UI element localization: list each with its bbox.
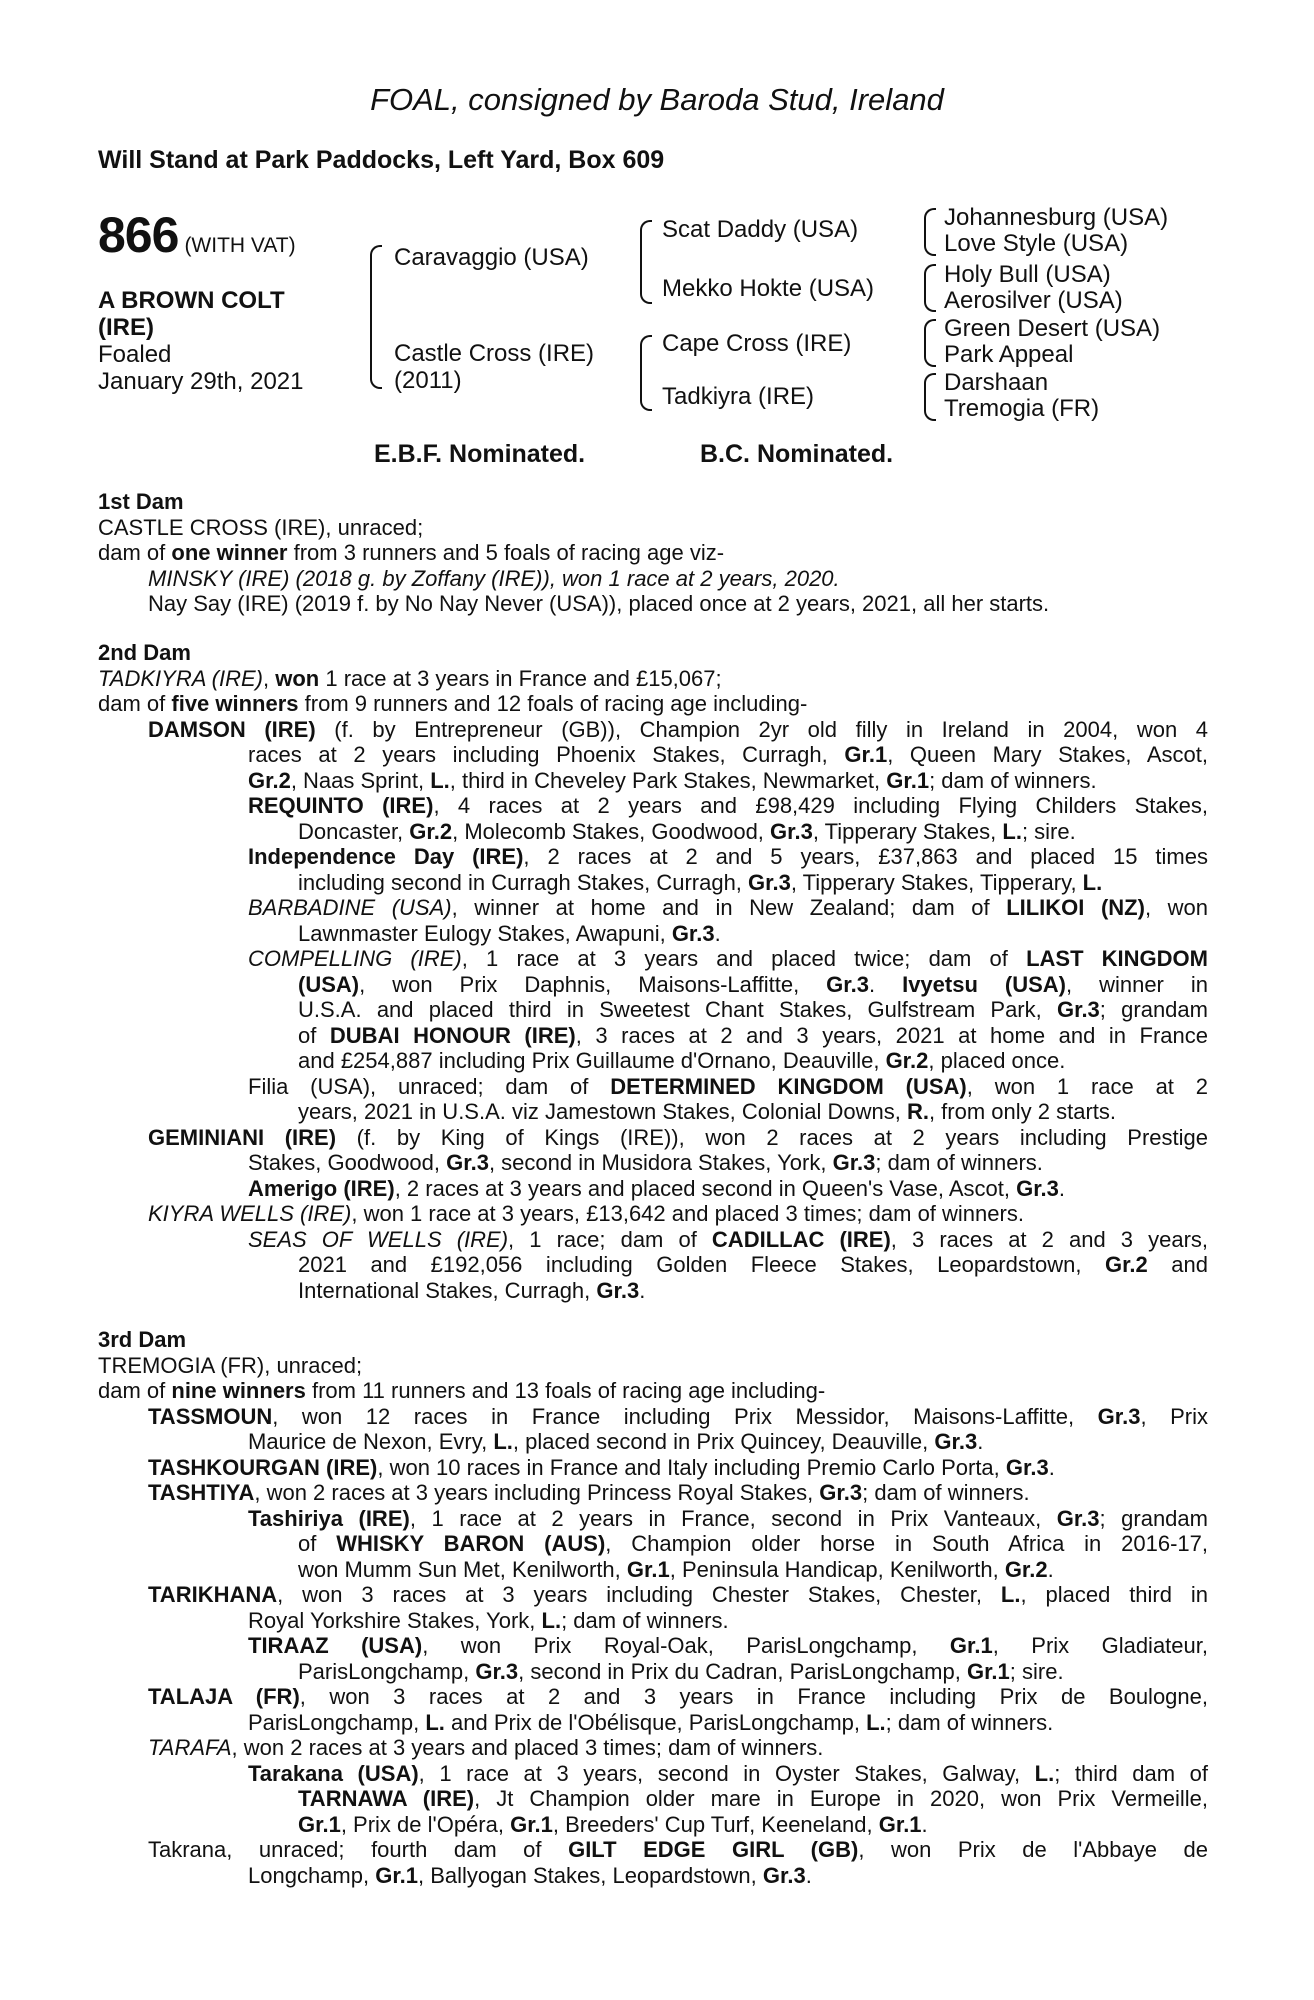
text-bold: won bbox=[275, 665, 320, 691]
text: , 1 race at 2 years in France, second in Prix Vanteaux, bbox=[409, 1505, 1057, 1531]
text-bold: Gr.1 bbox=[878, 1811, 922, 1837]
text-bold: Gr.3 bbox=[1005, 1454, 1049, 1480]
lot-block bbox=[98, 206, 296, 264]
text: , Tipperary Stakes, bbox=[812, 818, 1003, 844]
text-bold: R. bbox=[906, 1099, 929, 1124]
text: and bbox=[1147, 1252, 1208, 1277]
text: won Mumm Sun Met, Kenilworth, bbox=[298, 1556, 627, 1582]
text-bold: (USA) bbox=[298, 971, 360, 997]
text: Stakes, Goodwood, bbox=[248, 1150, 447, 1175]
text-bold: Gr.3 bbox=[934, 1429, 978, 1454]
text-italic: KIYRA WELLS (IRE) bbox=[148, 1201, 352, 1226]
text: . bbox=[714, 920, 721, 946]
text: , Naas Sprint, bbox=[290, 767, 431, 793]
third-dam-section bbox=[98, 1327, 1208, 1888]
text: , Peninsula Handicap, Kenilworth, bbox=[669, 1556, 1005, 1582]
third-dam-line: TREMOGIA (FR), unraced; bbox=[98, 1352, 363, 1378]
text-bold: Gr.3 bbox=[596, 1277, 640, 1303]
text: ; sire. bbox=[1009, 1658, 1064, 1684]
text-bold: Gr.3 bbox=[446, 1150, 489, 1175]
text-bold: Gr.3 bbox=[819, 1480, 863, 1505]
text-bold: L. bbox=[866, 1709, 886, 1735]
pedigree-sdd: Aerosilver (USA) bbox=[944, 287, 1123, 314]
stand-location: Will Stand at Park Paddocks, Left Yard, Box 609 bbox=[98, 146, 665, 174]
text: from 11 runners and 13 foals of racing age including- bbox=[305, 1378, 826, 1403]
text: . bbox=[1058, 1175, 1066, 1201]
text-bold: Gr.3 bbox=[1056, 997, 1100, 1022]
text-bold: TARIKHANA bbox=[148, 1582, 278, 1607]
first-dam-line: CASTLE CROSS (IRE), unraced; bbox=[98, 514, 424, 540]
text: ; grandam bbox=[1099, 997, 1208, 1022]
text-bold: DUBAI HONOUR (IRE) bbox=[329, 1022, 576, 1048]
text: from 9 runners and 12 foals of racing age including- bbox=[298, 691, 808, 716]
text: , won Prix Daphnis, Maisons-Laffitte, bbox=[359, 971, 827, 997]
text: . bbox=[1047, 1556, 1054, 1582]
text-bold: Gr.3 bbox=[1097, 1403, 1141, 1429]
text-bold: Ivyetsu (USA) bbox=[902, 971, 1066, 997]
pedigree-brace-dd bbox=[924, 373, 936, 421]
text-bold: TASHKOURGAN (IRE) bbox=[148, 1454, 378, 1480]
text-bold: Gr.2 bbox=[248, 767, 291, 793]
pedigree-brace-main bbox=[370, 245, 382, 389]
pedigree-sire-dam: Mekko Hokte (USA) bbox=[662, 275, 875, 302]
text: . bbox=[868, 971, 903, 997]
text-bold: Gr.2 bbox=[1004, 1556, 1048, 1582]
pedigree-brace-dam bbox=[640, 335, 652, 411]
text-bold: L. bbox=[541, 1607, 562, 1633]
text-italic: COMPELLING (IRE) bbox=[248, 946, 462, 971]
text: , 2 races at 2 and 5 years, £37,863 and placed 15 times bbox=[523, 844, 1208, 869]
text: dam of bbox=[98, 691, 172, 716]
text-bold: Gr.2 bbox=[409, 818, 453, 844]
text-bold: Gr.3 bbox=[748, 869, 791, 895]
text: races at 2 years including Phoenix Stakes, Curragh, bbox=[248, 742, 845, 767]
text: Longchamp, bbox=[248, 1862, 376, 1888]
text: , from only 2 starts. bbox=[928, 1099, 1116, 1124]
text: , 1 race at 3 years and placed twice; dam of bbox=[461, 946, 1027, 971]
consignor-header: FOAL, consigned by Baroda Stud, Ireland bbox=[370, 82, 944, 117]
text: 2021 and £192,056 including Golden Fleece Stakes, Leopardstown, bbox=[298, 1252, 1105, 1277]
text-bold: GEMINIANI (IRE) bbox=[148, 1124, 337, 1150]
pedigree-dam-year: (2011) bbox=[394, 367, 462, 394]
text-bold: Tashiriya (IRE) bbox=[248, 1505, 410, 1531]
text: , Prix bbox=[1140, 1403, 1208, 1429]
foaled-date: January 29th, 2021 bbox=[98, 368, 304, 395]
text-bold: L. bbox=[1082, 869, 1103, 895]
text: , second in Musidora Stakes, York, bbox=[488, 1150, 833, 1175]
text: , won 1 race at 2 bbox=[966, 1073, 1208, 1099]
text: dam of bbox=[98, 1378, 172, 1403]
text-bold: Gr.3 bbox=[475, 1658, 519, 1684]
text: , won 12 races in France including Prix Messidor, Maisons-Laffitte, bbox=[272, 1403, 1098, 1429]
text: ParisLongchamp, bbox=[298, 1658, 476, 1684]
text-bold: five winners bbox=[171, 691, 299, 716]
text: , won 2 races at 3 years including Princess Royal Stakes, bbox=[254, 1480, 820, 1505]
text-bold: L. bbox=[425, 1709, 445, 1735]
text: Doncaster, bbox=[298, 818, 410, 844]
text: . bbox=[805, 1862, 812, 1888]
text-bold: GILT EDGE GIRL (GB) bbox=[568, 1837, 859, 1862]
pedigree-brace-sd bbox=[924, 264, 936, 312]
text-bold: DAMSON (IRE) bbox=[148, 716, 316, 742]
pedigree-ssd: Love Style (USA) bbox=[944, 230, 1129, 257]
text-bold: Gr.1 bbox=[844, 742, 888, 767]
text-italic: BARBADINE (USA) bbox=[248, 895, 452, 920]
text: and £254,887 including Prix Guillaume d'Ornano, Deauville, bbox=[298, 1048, 886, 1073]
text-bold: one winner bbox=[171, 540, 288, 565]
text-bold: TASHTIYA bbox=[148, 1480, 255, 1505]
text: , won Prix de l'Abbaye de bbox=[858, 1837, 1208, 1862]
horse-description bbox=[98, 287, 304, 395]
text-bold: L. bbox=[493, 1429, 513, 1454]
text: ParisLongchamp, bbox=[248, 1709, 426, 1735]
text-bold: Gr.1 bbox=[375, 1862, 419, 1888]
text: Filia (USA), unraced; dam of bbox=[248, 1073, 611, 1099]
text-bold: Gr.3 bbox=[826, 971, 869, 997]
text: including second in Curragh Stakes, Curragh, bbox=[298, 869, 749, 895]
text: ; dam of winners. bbox=[561, 1607, 729, 1633]
text: , Prix Gladiateur, bbox=[992, 1633, 1208, 1658]
text-bold: L. bbox=[1034, 1760, 1055, 1786]
text: , 1 race; dam of bbox=[508, 1226, 712, 1252]
pedigree-dsd: Park Appeal bbox=[944, 341, 1074, 368]
ebf-nomination: E.B.F. Nominated. bbox=[374, 440, 586, 468]
text: , won 2 races at 3 years and placed 3 times; dam of winners. bbox=[231, 1735, 824, 1760]
text-bold: Amerigo (IRE) bbox=[248, 1175, 395, 1201]
text-italic: TARAFA bbox=[148, 1735, 232, 1760]
text: (f. by Entrepreneur (GB)), Champion 2yr old filly in Ireland in 2004, won 4 bbox=[315, 716, 1208, 742]
text-bold: LAST KINGDOM bbox=[1026, 946, 1208, 971]
text: , third in Cheveley Park Stakes, Newmarket, bbox=[449, 767, 887, 793]
text: , winner at home and in New Zealand; dam of bbox=[451, 895, 1007, 920]
text: , won Prix Royal-Oak, ParisLongchamp, bbox=[422, 1633, 950, 1658]
pedigree-dds: Darshaan bbox=[944, 369, 1049, 396]
text-bold: WHISKY BARON (AUS) bbox=[336, 1531, 606, 1556]
text: , Molecomb Stakes, Goodwood, bbox=[452, 818, 771, 844]
text-bold: Gr.1 bbox=[966, 1658, 1010, 1684]
text: ; dam of winners. bbox=[875, 1150, 1043, 1175]
text: , won 3 races at 3 years including Chester Stakes, Chester, bbox=[277, 1582, 1001, 1607]
text: , 1 race at 3 years, second in Oyster Stakes, Galway, bbox=[418, 1760, 1035, 1786]
pedigree-sire: Caravaggio (USA) bbox=[394, 244, 589, 271]
text-bold: TARNAWA (IRE) bbox=[298, 1786, 475, 1811]
text-bold: REQUINTO (IRE) bbox=[248, 793, 434, 818]
text: , Tipperary Stakes, Tipperary, bbox=[790, 869, 1083, 895]
text-bold: TALAJA (FR) bbox=[148, 1684, 300, 1709]
text-bold: CADILLAC (IRE) bbox=[711, 1226, 891, 1252]
text-italic: SEAS OF WELLS (IRE) bbox=[248, 1226, 509, 1252]
text: , Prix de l'Opéra, bbox=[340, 1811, 511, 1837]
pedigree-ddd: Tremogia (FR) bbox=[944, 395, 1100, 422]
text: U.S.A. and placed third in Sweetest Chant Stakes, Gulfstream Park, bbox=[298, 997, 1057, 1022]
horse-origin: (IRE) bbox=[98, 314, 154, 341]
text: ; third dam of bbox=[1054, 1760, 1209, 1786]
text-bold: TIRAAZ (USA) bbox=[248, 1633, 423, 1658]
text: , bbox=[263, 665, 276, 691]
text: , placed third in bbox=[1020, 1582, 1208, 1607]
text: , won 1 race at 3 years, £13,642 and placed 3 times; dam of winners. bbox=[351, 1201, 1024, 1226]
second-dam-heading: 2nd Dam bbox=[98, 640, 191, 665]
text-bold: Gr.3 bbox=[1016, 1175, 1059, 1201]
text: ; sire. bbox=[1021, 818, 1076, 844]
pedigree-sss: Johannesburg (USA) bbox=[944, 204, 1169, 231]
text: , Queen Mary Stakes, Ascot, bbox=[887, 742, 1208, 767]
text: Lawnmaster Eulogy Stakes, Awapuni, bbox=[298, 920, 672, 946]
text-bold: Gr.3 bbox=[832, 1150, 876, 1175]
pedigree-dam-sire: Cape Cross (IRE) bbox=[662, 330, 852, 357]
text-bold: TASSMOUN bbox=[148, 1403, 273, 1429]
text: Takrana, unraced; fourth dam of bbox=[148, 1837, 569, 1862]
text: ; grandam bbox=[1099, 1505, 1208, 1531]
text: , won 10 races in France and Italy including Premio Carlo Porta, bbox=[377, 1454, 1006, 1480]
pedigree-sire-sire: Scat Daddy (USA) bbox=[662, 216, 859, 243]
text: , Ballyogan Stakes, Leopardstown, bbox=[418, 1862, 763, 1888]
text: 1 race at 3 years in France and £15,067; bbox=[319, 665, 722, 691]
text: , placed second in Prix Quincey, Deauville, bbox=[512, 1429, 935, 1454]
vat-note: (WITH VAT) bbox=[184, 234, 296, 257]
text: International Stakes, Curragh, bbox=[298, 1277, 597, 1303]
bc-nomination: B.C. Nominated. bbox=[700, 440, 894, 468]
text-bold: Gr.2 bbox=[1104, 1252, 1148, 1277]
text: , 2 races at 3 years and placed second in Queen's Vase, Ascot, bbox=[394, 1175, 1017, 1201]
text-bold: DETERMINED KINGDOM (USA) bbox=[610, 1073, 967, 1099]
foaled-label: Foaled bbox=[98, 341, 172, 368]
pedigree-brace-ss bbox=[924, 208, 936, 256]
text: , 3 races at 2 and 3 years, 2021 at home and in France bbox=[575, 1022, 1208, 1048]
text: dam of bbox=[98, 540, 172, 565]
text: , winner in bbox=[1065, 971, 1208, 997]
text-bold: L. bbox=[430, 767, 450, 793]
pedigree-dam-dam: Tadkiyra (IRE) bbox=[662, 383, 815, 410]
text: , placed once. bbox=[928, 1048, 1066, 1073]
text-bold: L. bbox=[1000, 1582, 1021, 1607]
pedigree-dam: Castle Cross (IRE) bbox=[394, 340, 595, 367]
text: . bbox=[1048, 1454, 1055, 1480]
text: ; dam of winners. bbox=[885, 1709, 1054, 1735]
text-bold: Gr.3 bbox=[671, 920, 715, 946]
text: Maurice de Nexon, Evry, bbox=[248, 1429, 494, 1454]
text-bold: L. bbox=[1002, 818, 1022, 844]
text: of bbox=[298, 1531, 337, 1556]
text: ; dam of winners. bbox=[929, 767, 1097, 793]
second-dam-section bbox=[98, 640, 1208, 1303]
pedigree-brace-ds bbox=[924, 319, 936, 367]
text: from 3 runners and 5 foals of racing age viz- bbox=[287, 540, 725, 565]
text: , won bbox=[1144, 895, 1208, 920]
pedigree-dss: Green Desert (USA) bbox=[944, 315, 1161, 342]
text: , 4 races at 2 years and £98,429 including Flying Childers Stakes, bbox=[433, 793, 1208, 818]
text: . bbox=[921, 1811, 928, 1837]
text-bold: Gr.3 bbox=[762, 1862, 806, 1888]
text-bold: Gr.1 bbox=[949, 1633, 993, 1658]
text-bold: Gr.1 bbox=[886, 767, 930, 793]
text-bold: Gr.1 bbox=[626, 1556, 670, 1582]
lot-number: 866 bbox=[98, 207, 179, 263]
text: , 3 races at 2 and 3 years, bbox=[890, 1226, 1209, 1252]
text-bold: nine winners bbox=[171, 1378, 306, 1403]
text: . bbox=[977, 1429, 984, 1454]
text: , won 3 races at 2 and 3 years in France including Prix de Boulogne, bbox=[299, 1684, 1208, 1709]
text: . bbox=[639, 1277, 646, 1303]
text: (f. by King of Kings (IRE)), won 2 races at 2 years including Prestige bbox=[336, 1124, 1208, 1150]
pedigree-brace-sire bbox=[640, 220, 652, 304]
text: , second in Prix du Cadran, ParisLongchamp, bbox=[518, 1658, 967, 1684]
text-bold: Gr.1 bbox=[298, 1811, 341, 1837]
horse-type: A BROWN COLT bbox=[98, 287, 285, 314]
first-dam-heading: 1st Dam bbox=[98, 489, 184, 514]
text-bold: Independence Day (IRE) bbox=[248, 844, 524, 869]
text: , Breeders' Cup Turf, Keeneland, bbox=[552, 1811, 879, 1837]
third-dam-heading: 3rd Dam bbox=[98, 1327, 187, 1352]
text-bold: Gr.2 bbox=[885, 1048, 929, 1073]
text-bold: LILIKOI (NZ) bbox=[1006, 895, 1145, 920]
progeny-line: Nay Say (IRE) (2019 f. by No Nay Never (USA)), placed once at 2 years, 2021, all her starts. bbox=[148, 591, 1050, 616]
first-dam-section bbox=[98, 489, 1208, 617]
text: years, 2021 in U.S.A. viz Jamestown Stakes, Colonial Downs, bbox=[298, 1099, 907, 1124]
text-bold: Tarakana (USA) bbox=[248, 1760, 419, 1786]
progeny-line: MINSKY (IRE) (2018 g. by Zoffany (IRE)), won 1 race at 2 years, 2020. bbox=[148, 565, 840, 591]
text-bold: Gr.3 bbox=[1056, 1505, 1100, 1531]
text: , Champion older horse in South Africa in 2016-17, bbox=[605, 1531, 1208, 1556]
text: and Prix de l'Obélisque, ParisLongchamp, bbox=[444, 1709, 867, 1735]
text-bold: Gr.3 bbox=[770, 818, 813, 844]
text: ; dam of winners. bbox=[862, 1480, 1030, 1505]
pedigree-sds: Holy Bull (USA) bbox=[944, 261, 1111, 288]
text-bold: Gr.1 bbox=[510, 1811, 553, 1837]
text: of bbox=[298, 1022, 330, 1048]
text-italic: TADKIYRA (IRE) bbox=[98, 665, 264, 691]
text: , Jt Champion older mare in Europe in 2020, won Prix Vermeille, bbox=[474, 1786, 1208, 1811]
text: Royal Yorkshire Stakes, York, bbox=[248, 1607, 542, 1633]
